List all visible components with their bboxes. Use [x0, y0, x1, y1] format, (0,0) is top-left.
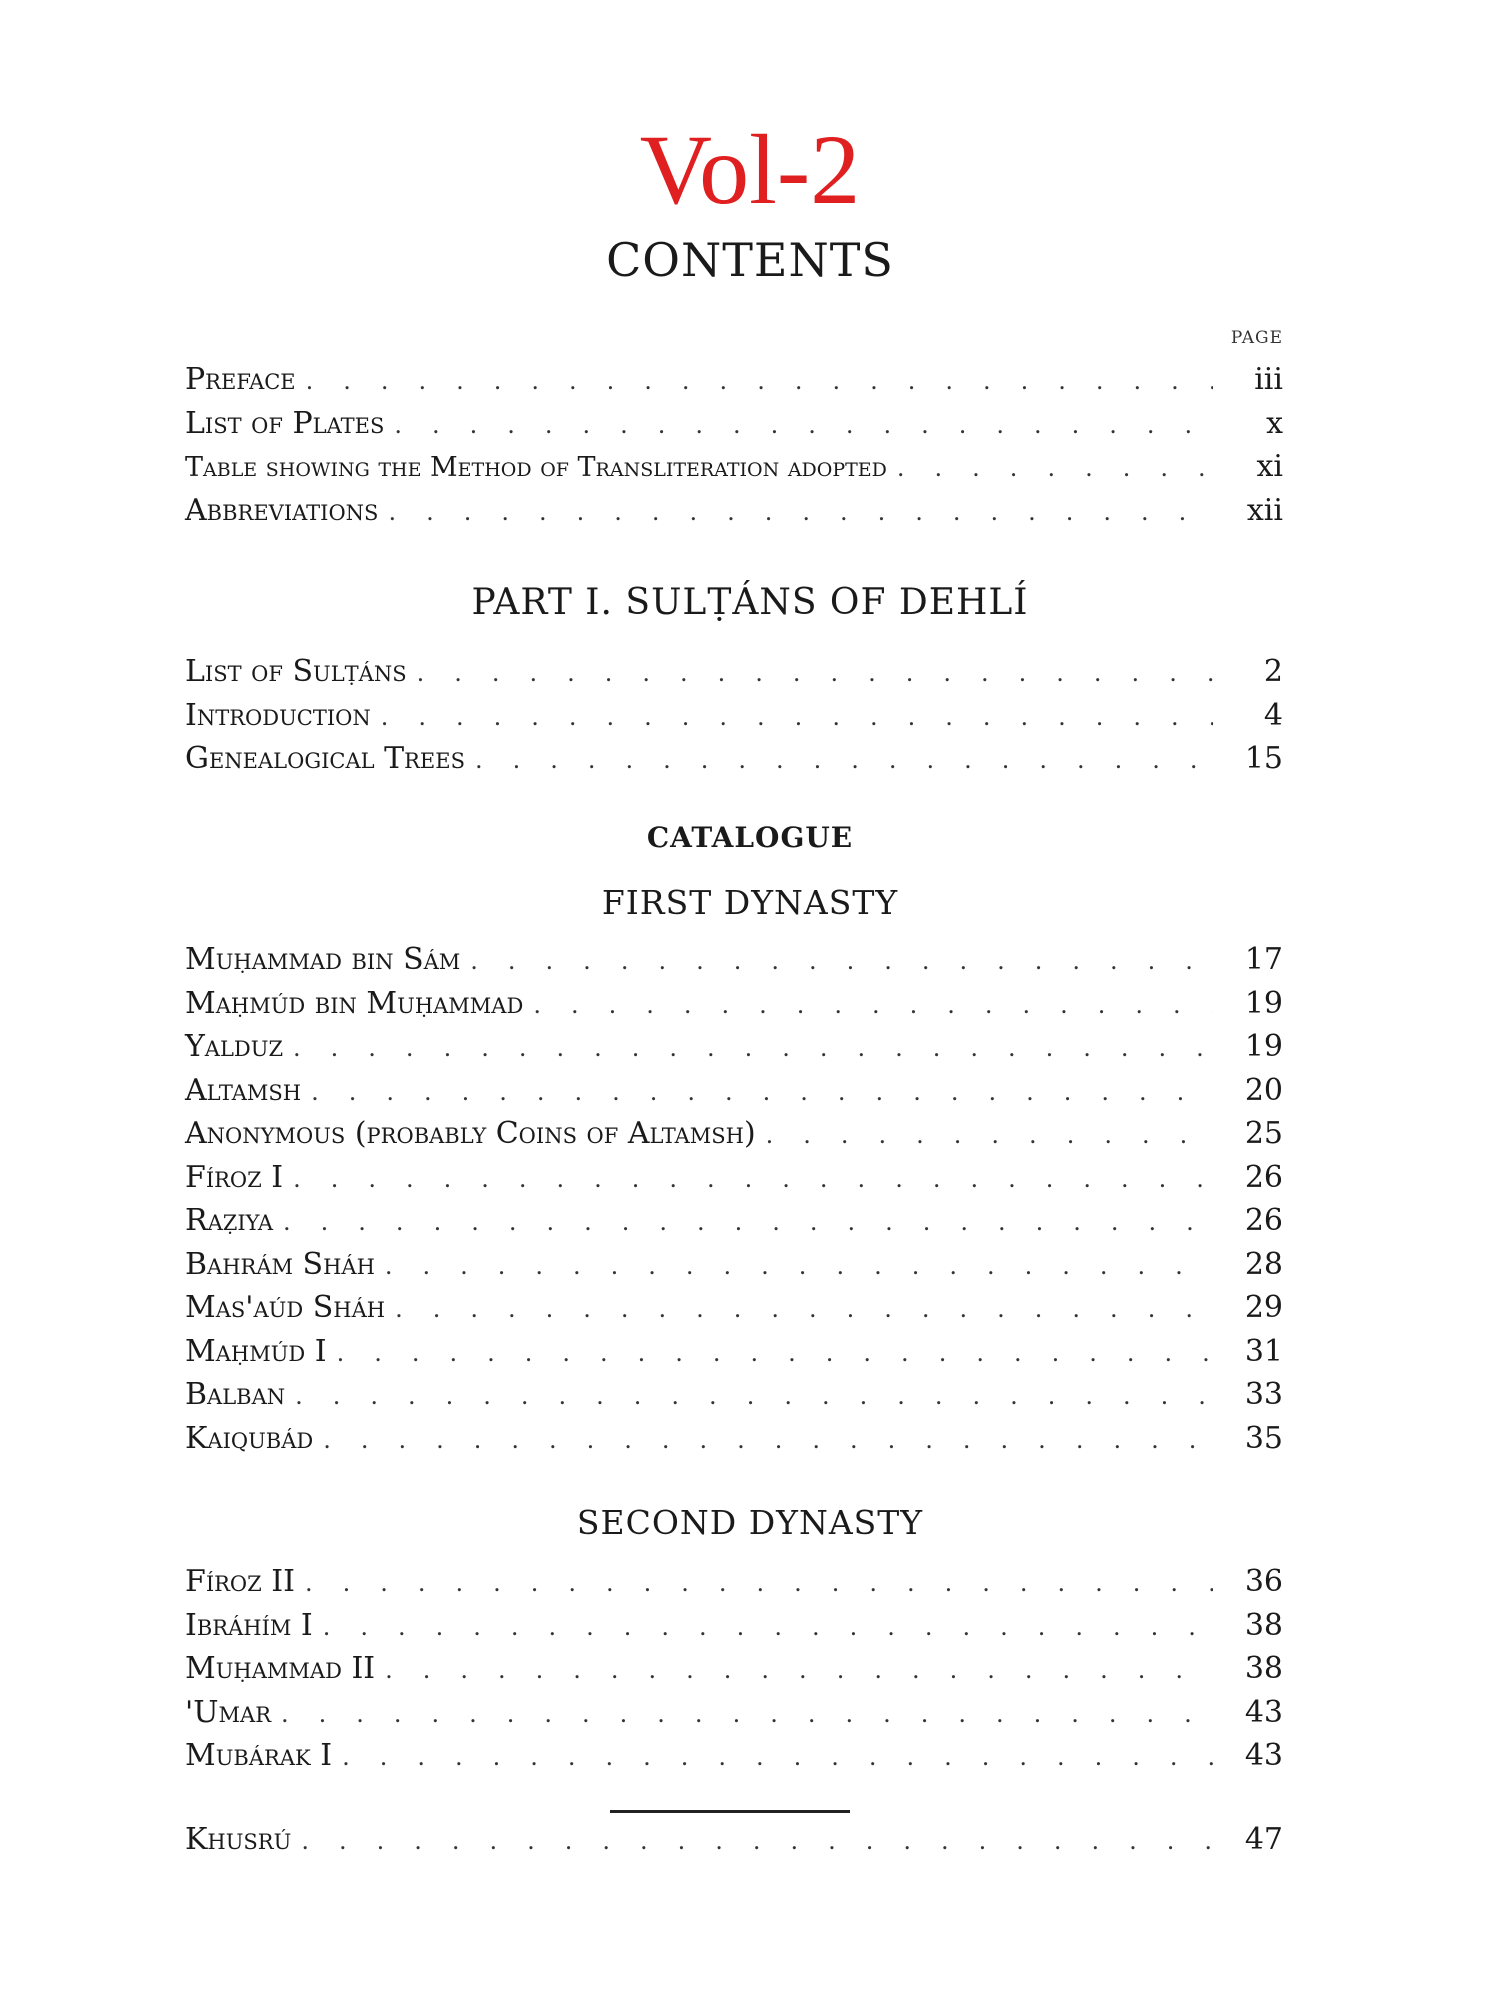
dot-leader: [470, 940, 1213, 984]
toc-entry-page: 31: [1244, 1333, 1283, 1369]
toc-entry-page: 25: [1244, 1116, 1283, 1151]
contents-title: CONTENTS: [606, 233, 894, 287]
toc-entry[interactable]: [185, 694, 1283, 738]
dot-leader: [395, 1288, 1213, 1332]
toc-entry[interactable]: [185, 1691, 1283, 1735]
dot-leader: [381, 696, 1213, 740]
first-dynasty-heading: FIRST DYNASTY: [601, 883, 899, 922]
dot-leader: [533, 984, 1213, 1028]
dot-leader: [323, 1606, 1213, 1650]
dot-leader: [385, 1649, 1213, 1693]
toc-entry-title: Khusrú: [185, 1822, 292, 1857]
toc-entry-page: 26: [1244, 1159, 1283, 1195]
toc-entry-title: 'Umar: [185, 1694, 272, 1730]
toc-entry-title: Balban: [185, 1377, 286, 1412]
toc-entry-page: 20: [1244, 1072, 1283, 1108]
dot-leader: [394, 404, 1213, 448]
page-column-label: PAGE: [1230, 328, 1283, 348]
toc-entry-page: 38: [1244, 1651, 1283, 1686]
toc-entry-page: 19: [1244, 985, 1283, 1021]
toc-entry[interactable]: [185, 1025, 1283, 1069]
toc-entry-page: 4: [1263, 697, 1283, 733]
part-heading: PART I. SULṬÁNS OF DEHLÍ: [471, 582, 1029, 623]
toc-entry-title: Raẓiya: [185, 1203, 274, 1238]
dot-leader: [385, 1245, 1213, 1289]
dot-leader: [337, 1332, 1213, 1376]
toc-entry-page: 43: [1244, 1738, 1283, 1773]
toc-entry[interactable]: [185, 1734, 1283, 1778]
toc-entry[interactable]: [185, 650, 1283, 694]
dot-leader: [475, 739, 1213, 783]
toc-entry[interactable]: [185, 938, 1283, 982]
toc-entry[interactable]: [185, 1156, 1283, 1200]
toc-entry[interactable]: [185, 982, 1283, 1026]
toc-entry-page: 35: [1244, 1420, 1283, 1456]
second-dynasty-heading: SECOND DYNASTY: [576, 1503, 924, 1542]
dot-leader: [293, 1027, 1213, 1071]
toc-entry-title: Muḥammad bin Sám: [185, 942, 461, 977]
toc-entry-page: 38: [1244, 1607, 1283, 1643]
toc-entry-title: Abbreviations: [185, 492, 379, 528]
toc-entry[interactable]: [185, 1818, 1283, 1862]
dot-leader: [897, 447, 1213, 491]
after-rule-list: [185, 1818, 1283, 1862]
dot-leader: [295, 1375, 1213, 1419]
toc-entry[interactable]: [185, 1069, 1283, 1113]
toc-entry[interactable]: [185, 445, 1283, 489]
toc-entry[interactable]: [185, 1560, 1283, 1604]
dot-leader: [417, 652, 1213, 696]
toc-entry-page: 33: [1244, 1377, 1283, 1412]
toc-entry[interactable]: [185, 1647, 1283, 1691]
toc-entry-title: Maḥmúd bin Muḥammad: [185, 985, 524, 1021]
toc-entry-page: x: [1266, 405, 1283, 441]
dot-leader: [388, 491, 1213, 535]
toc-entry-page: 28: [1244, 1246, 1283, 1282]
toc-entry[interactable]: [185, 489, 1283, 533]
toc-entry-title: Fíroz II: [185, 1564, 295, 1599]
toc-entry-page: xi: [1256, 449, 1283, 484]
toc-entry-title: List of Sulṭáns: [185, 654, 407, 689]
toc-entry-title: Anonymous (probably Coins of Altamsh): [185, 1116, 756, 1151]
toc-entry[interactable]: [185, 1286, 1283, 1330]
dot-leader: [293, 1158, 1213, 1202]
toc-entry-title: Yalduz: [185, 1029, 284, 1064]
toc-entry[interactable]: [185, 1417, 1283, 1461]
dot-leader: [323, 1419, 1213, 1463]
toc-entry-title: Mas'aúd Sháh: [185, 1290, 386, 1325]
dot-leader: [306, 360, 1213, 404]
toc-entry-title: Preface: [185, 362, 296, 397]
toc-entry-title: List of Plates: [185, 405, 385, 441]
toc-entry-title: Table showing the Method of Transliteration adopted: [185, 452, 887, 483]
toc-entry[interactable]: [185, 1112, 1283, 1156]
second-dynasty-list: [185, 1560, 1283, 1778]
toc-entry[interactable]: [185, 1373, 1283, 1417]
toc-entry-page: 19: [1244, 1029, 1283, 1064]
toc-entry[interactable]: [185, 1243, 1283, 1287]
catalogue-heading: CATALOGUE: [646, 821, 854, 854]
toc-entry-title: Muḥammad II: [185, 1651, 376, 1686]
toc-entry-page: xii: [1246, 492, 1283, 528]
toc-entry[interactable]: [185, 1199, 1283, 1243]
front-matter-list: [185, 358, 1283, 532]
dot-leader: [311, 1071, 1213, 1115]
toc-entry-title: Mubárak I: [185, 1738, 333, 1773]
toc-entry-title: Introduction: [185, 697, 371, 733]
toc-entry-page: 36: [1244, 1564, 1283, 1599]
toc-entry-page: 43: [1244, 1694, 1283, 1730]
toc-entry-page: 26: [1244, 1203, 1283, 1238]
toc-entry-title: Ibráhím I: [185, 1607, 313, 1643]
first-dynasty-list: [185, 938, 1283, 1460]
dot-leader: [305, 1562, 1213, 1606]
toc-entry-page: iii: [1254, 362, 1283, 397]
toc-entry-title: Altamsh: [185, 1072, 302, 1108]
dot-leader: [301, 1820, 1213, 1864]
toc-entry-page: 17: [1244, 942, 1283, 977]
toc-entry-page: 29: [1244, 1290, 1283, 1325]
toc-entry[interactable]: [185, 737, 1283, 781]
toc-entry-title: Fíroz I: [185, 1159, 284, 1195]
toc-entry-page: 15: [1244, 741, 1283, 776]
volume-label: Vol-2: [639, 114, 861, 225]
toc-entry-title: Maḥmúd I: [185, 1333, 327, 1369]
toc-entry-title: Genealogical Trees: [185, 741, 465, 776]
part-entries-list: [185, 650, 1283, 781]
toc-entry-page: 47: [1244, 1822, 1283, 1857]
toc-entry[interactable]: [185, 1604, 1283, 1648]
section-divider: [610, 1810, 850, 1813]
toc-entry[interactable]: [185, 402, 1283, 446]
dot-leader: [342, 1736, 1213, 1780]
dot-leader: [766, 1114, 1213, 1158]
dot-leader: [281, 1693, 1213, 1737]
toc-entry[interactable]: [185, 358, 1283, 402]
toc-entry-title: Kaiqubád: [185, 1420, 314, 1456]
toc-entry-page: 2: [1263, 654, 1283, 689]
toc-entry[interactable]: [185, 1330, 1283, 1374]
dot-leader: [283, 1201, 1213, 1245]
toc-entry-title: Bahrám Sháh: [185, 1246, 375, 1282]
